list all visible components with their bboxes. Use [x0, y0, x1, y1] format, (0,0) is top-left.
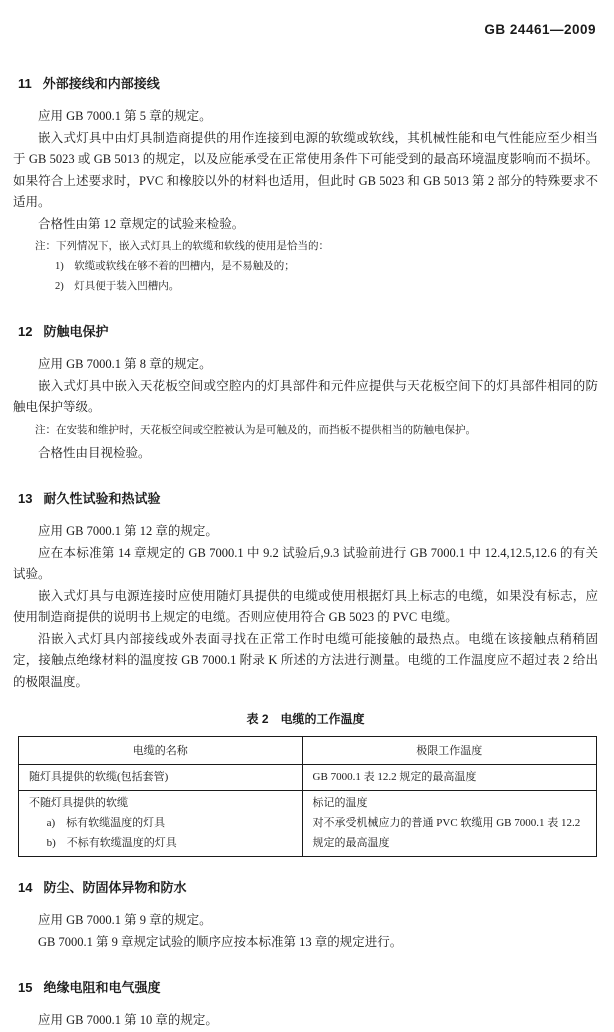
section-13	[13, 488, 598, 857]
section-11-paragraph-1: 应用 GB 7000.1 第 5 章的规定。	[38, 109, 212, 123]
section-12-number: 12	[18, 324, 33, 339]
section-15-number: 15	[18, 980, 33, 995]
standard-number: GB 24461—2009	[484, 22, 596, 37]
row-2-limit-temperature-line-1: 标记的温度	[312, 797, 368, 809]
section-12-paragraph-3: 合格性由目视检验。	[38, 445, 151, 460]
table-2-body	[19, 765, 597, 857]
table-row-1	[19, 765, 597, 791]
note-item-1: 1) 软缆或软线在够不着的凹槽内，是不易触及的；	[55, 261, 295, 272]
section-13-paragraph-3: 嵌入式灯具与电源连接时应使用随灯具提供的电缆或使用根据灯具上标志的电缆，如果没有标志，应使用制造商提供的说明书上规定的电缆。否则应使用符合 GB 5023 的 PVC 电缆。	[13, 588, 598, 624]
section-14-paragraph-2: GB 7000.1 第 9 章规定试验的顺序应按本标准第 13 章的规定进行。	[38, 934, 403, 949]
section-11-number: 11	[18, 76, 32, 91]
section-13-heading	[13, 488, 598, 507]
section-14-number: 14	[18, 880, 33, 895]
row-2-cable-name-item-a: a) 标有软缆温度的灯具	[46, 817, 166, 829]
section-11-paragraph-3: 合格性由第 12 章规定的试验来检验。	[38, 216, 245, 231]
row-2-limit-temperature-line-2: 对不承受机械应力的普通 PVC 软缆用 GB 7000.1 表 12.2 规定的最高温度	[312, 817, 581, 849]
table-2-cable-working-temperature	[18, 736, 597, 857]
section-12-paragraph-1: 应用 GB 7000.1 第 8 章的规定。	[38, 357, 212, 371]
section-14-heading	[13, 877, 598, 896]
row-2-cable-name	[19, 791, 303, 857]
section-15-title: 绝缘电阻和电气强度	[43, 980, 161, 995]
column-header-cable-name: 电缆的名称	[19, 737, 303, 765]
table-2-header	[19, 737, 597, 765]
section-12-heading	[13, 321, 598, 340]
note-lead: 注：下列情况下，嵌入式灯具上的软缆和软线的使用是恰当的：	[35, 241, 329, 252]
section-15	[13, 977, 598, 1032]
section-11-heading	[13, 73, 598, 92]
section-14-paragraph-1: 应用 GB 7000.1 第 9 章的规定。	[38, 913, 212, 927]
section-15-heading	[13, 977, 598, 996]
section-13-title: 耐久性试验和热试验	[43, 491, 161, 506]
section-11	[13, 73, 598, 297]
table-2-caption: 表 2 电缆的工作温度	[246, 712, 365, 726]
table-row-2	[19, 791, 597, 857]
section-11-note	[13, 237, 598, 297]
section-14-title: 防尘、防固体异物和防水	[43, 880, 187, 895]
section-13-paragraph-4: 沿嵌入式灯具内部接线或外表面寻找在正常工作时电缆可能接触的最热点。电缆在该接触点稍稍固定，接触点绝缘材料的温度按 GB 7000.1 附录 K 所述的方法进行测量。电缆的工作温度应不超过表 2 给出的极限温度。	[13, 631, 598, 689]
section-12	[13, 321, 598, 464]
section-13-paragraph-2: 应在本标准第 14 章规定的 GB 7000.1 中 9.2 试验后,9.3 试验前进行 GB 7000.1 中 12.4,12.5,12.6 的有关试验。	[13, 545, 598, 581]
table-header-row	[19, 737, 597, 765]
row-2-limit-temperature	[302, 791, 596, 857]
note-lead: 注：在安装和维护时，天花板空间或空腔被认为是可触及的，而挡板不提供相当的防触电保护。	[35, 424, 476, 436]
section-12-paragraph-2: 嵌入式灯具中嵌入天花板空间或空腔内的灯具部件和元件应提供与天花板空间下的灯具部件相同的防触电保护等级。	[13, 378, 598, 414]
row-2-cable-name-item-b: b) 不标有软缆温度的灯具	[46, 837, 177, 849]
row-1-limit-temperature: GB 7000.1 表 12.2 规定的最高温度	[302, 765, 596, 791]
column-header-limit-temperature: 极限工作温度	[302, 737, 596, 765]
section-14	[13, 877, 598, 953]
section-12-note	[13, 421, 598, 441]
section-13-number: 13	[18, 491, 33, 506]
section-11-title: 外部接线和内部接线	[42, 76, 160, 91]
row-2-cable-name-line-1: 不随灯具提供的软缆	[29, 797, 128, 809]
row-1-cable-name: 随灯具提供的软缆(包括套管)	[19, 765, 303, 791]
section-12-title: 防触电保护	[43, 324, 109, 339]
section-11-paragraph-2: 嵌入式灯具中由灯具制造商提供的用作连接到电源的软缆或软线，其机械性能和电气性能应至少相当于 GB 5023 或 GB 5013 的规定，以及应能承受在正常使用条件下可能受到的最高环境温度影响而不损坏。如果符合上述要求时，PVC 和橡胶以外的材料也适用，但此时 GB 5023 和 GB 5013 第 2 部分的特殊要求不适用。	[13, 130, 598, 209]
note-item-2: 2) 灯具便于装入凹槽内。	[55, 281, 180, 292]
section-13-paragraph-1: 应用 GB 7000.1 第 12 章的规定。	[38, 524, 218, 538]
section-15-paragraph-1: 应用 GB 7000.1 第 10 章的规定。	[38, 1013, 218, 1027]
